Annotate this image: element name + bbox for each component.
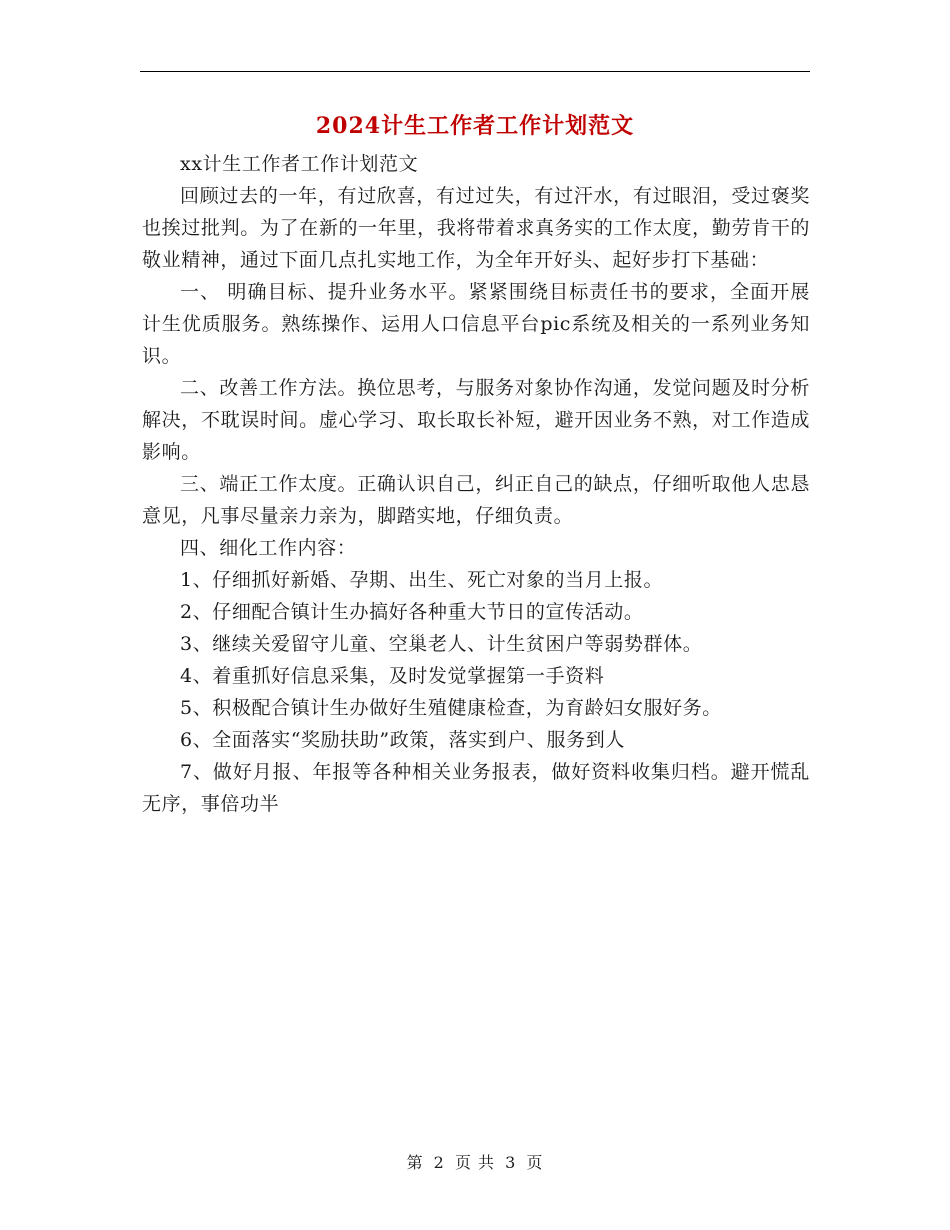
- list-item: 3、继续关爱留守儿童、空巢老人、计生贫困户等弱势群体。: [180, 633, 703, 655]
- list-item: 6、全面落实“奖励扶助”政策，落实到户、服务到人: [180, 729, 625, 751]
- footer-suffix: 页: [526, 1153, 544, 1172]
- footer-total-pages: 3: [505, 1153, 517, 1172]
- paragraph-point-2: 二、改善工作方法。换位思考，与服务对象协作沟通，发觉问题及时分析解决，不耽误时间。虚心学习、取长取长补短，避开因业务不熟，对工作造成影响。: [142, 377, 810, 463]
- footer-prefix: 第: [406, 1153, 424, 1172]
- list-item: 4、着重抓好信息采集，及时发觉掌握第一手资料: [180, 665, 605, 687]
- paragraph-point-1: 一、 明确目标、提升业务水平。紧紧围绕目标责任书的要求，全面开展计生优质服务。熟练操作、运用人口信息平台pic系统及相关的一系列业务知识。: [142, 281, 810, 367]
- list-item: 7、做好月报、年报等各种相关业务报表，做好资料收集归档。避开慌乱无序，事倍功半: [142, 761, 810, 815]
- paragraph-point-3: 三、端正工作太度。正确认识自己，纠正自己的缺点，仔细听取他人忠恳意见，凡事尽量亲力亲为，脚踏实地，仔细负责。: [142, 473, 810, 527]
- footer-middle: 页 共: [454, 1153, 496, 1172]
- paragraph-point-4: 四、细化工作内容：: [180, 537, 357, 559]
- header-rule: [140, 71, 810, 72]
- document-title: 2024计生工作者工作计划范文: [315, 113, 635, 139]
- list-item: 5、积极配合镇计生办做好生殖健康检查，为育龄妇女服好务。: [180, 697, 722, 719]
- list-item: 1、仔细抓好新婚、孕期、出生、死亡对象的当月上报。: [180, 569, 664, 591]
- list-item: 2、仔细配合镇计生办搞好各种重大节日的宣传活动。: [180, 601, 644, 623]
- document-body: [142, 148, 810, 820]
- page-footer: [0, 1150, 950, 1173]
- paragraph-subtitle: xx计生工作者工作计划范文: [180, 153, 419, 175]
- footer-current-page: 2: [433, 1153, 445, 1172]
- paragraph-intro: 回顾过去的一年，有过欣喜，有过过失，有过汗水，有过眼泪，受过褒奖也挨过批判。为了在新的一年里，我将带着求真务实的工作太度，勤劳肯干的敬业精神，通过下面几点扎实地工作，为全年开好头、起好步打下基础：: [142, 185, 810, 271]
